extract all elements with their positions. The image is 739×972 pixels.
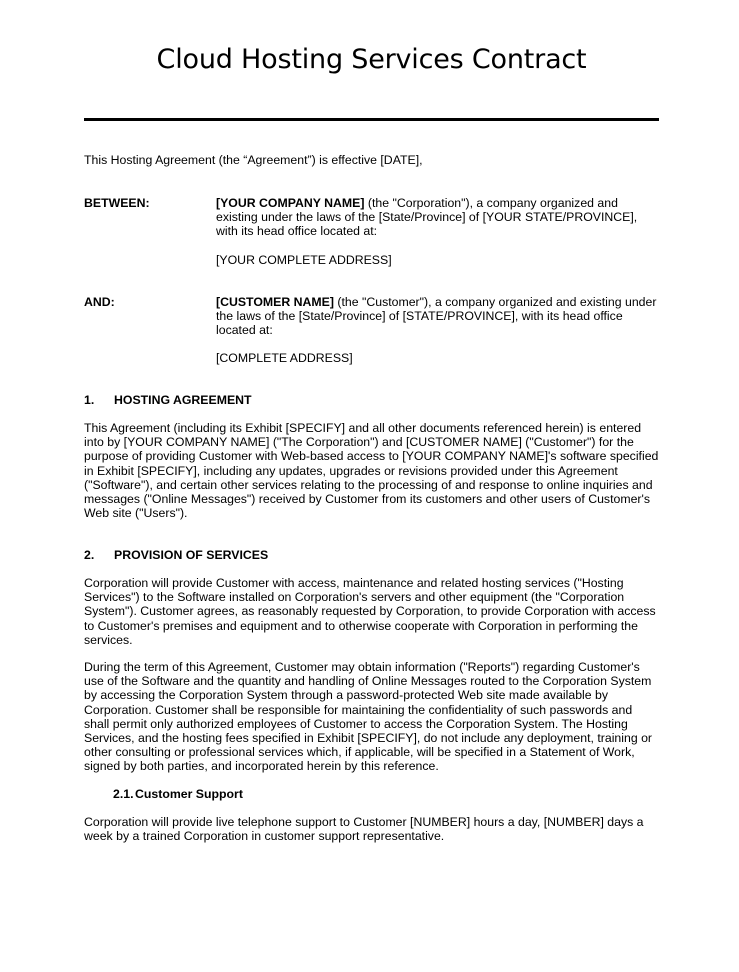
between-party-address: [YOUR COMPLETE ADDRESS] [216,253,392,267]
section-2-number: 2. [84,548,95,562]
section-1-heading [84,393,660,407]
section-1-title: HOSTING AGREEMENT [114,393,252,407]
subsection-2-1-heading [113,787,613,801]
between-party-text [216,196,662,239]
and-party-name: [CUSTOMER NAME] [216,295,334,309]
section-2-heading [84,548,660,562]
section-2-paragraph-1: Corporation will provide Customer with access, maintenance and related hosting services ("Hosting Services") to the Software installed on Corporation's servers and other equipment (the "Corporation System"). Customer agrees, as reasonably requested by Corporation, to provide Corporation with access to Customer's premises and equipment and to otherwise cooperate with Corporation in performing the services. [84,576,656,647]
between-party-description: (the "Corporation"), a company organized and existing under the laws of the [State/Province] of [YOUR STATE/PROVINCE], with its head office located at: [216,196,638,239]
subsection-2-1-title: Customer Support [135,787,243,801]
and-party-description: (the "Customer"), a company organized and existing under the laws of the [State/Province] of [STATE/PROVINCE], with its head office located at: [216,295,657,338]
between-party-name: [YOUR COMPANY NAME] [216,196,365,210]
section-1-number: 1. [84,393,95,407]
section-1-paragraph: This Agreement (including its Exhibit [SPECIFY] and all other documents referenced herein) is entered into by [YOUR COMPANY NAME] ("The Corporation") and [CUSTOMER NAME] ("Customer") for the purpose of providing Customer with Web-based access to [YOUR COMPANY NAME]'s software specified in Exhibit [SPECIFY], including any updates, upgrades or revisions provided under this Agreement ("Software"), and certain other services relating to the processing of and response to online inquiries and messages ("Online Messages") received by Customer from its customers and other users of Customer's Web site ("Users"). [84,421,659,521]
between-label: BETWEEN: [84,196,150,210]
and-party-text [216,295,662,338]
subsection-2-1-number: 2.1. [113,787,134,801]
title-divider [84,118,659,121]
section-2-title: PROVISION OF SERVICES [114,548,269,562]
and-label: AND: [84,295,115,309]
and-party-address: [COMPLETE ADDRESS] [216,351,353,365]
document-title: Cloud Hosting Services Contract [156,44,587,75]
section-2-paragraph-2: During the term of this Agreement, Customer may obtain information ("Reports") regarding Customer's use of the Software and the quantity and handling of Online Messages routed to the Corporation System by accessing the Corporation System through a password-protected Web site made available by Corporation. Customer shall be responsible for maintaining the confidentiality of such passwords and shall permit only authorized employees of Customer to access the Corporation System. The Hosting Services, and the hosting fees specified in Exhibit [SPECIFY], do not include any deployment, training or other consulting or professional services which, if applicable, will be specified in a Statement of Work, signed by both parties, and incorporated herein by this reference. [84,660,653,774]
subsection-2-1-paragraph: Corporation will provide live telephone support to Customer [NUMBER] hours a day, [NUMBER] days a week by a trained Corporation in customer support representative. [84,815,644,844]
intro-paragraph: This Hosting Agreement (the “Agreement”) is effective [DATE], [84,153,423,167]
